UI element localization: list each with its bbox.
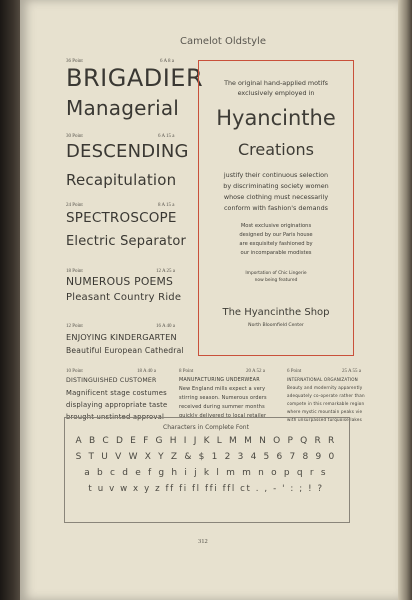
- specimen-line: NUMEROUS POEMS: [66, 275, 174, 288]
- specimen-line: received during summer months: [179, 404, 265, 410]
- specimen-line: DESCENDING: [66, 141, 189, 162]
- ad-subtitle: [198, 140, 354, 160]
- ad-body-line: conform with fashion's demands: [224, 204, 328, 212]
- specimen-size: 18 Point: [66, 269, 83, 274]
- specimen-line: New England mills expect a very: [179, 386, 266, 392]
- ad-body-line: Importation of Chic Lingerie: [245, 271, 307, 276]
- specimen-count: 16 A 40 a: [156, 324, 176, 329]
- specimen-count: 6 A 8 a: [160, 59, 175, 64]
- specimen-line: quickly delivered to local retailer: [179, 413, 267, 419]
- specimen-line: DISTINGUISHED CUSTOMER: [66, 377, 157, 384]
- specimen-count: 6 A 15 a: [158, 134, 175, 139]
- specimen-line: SPECTROSCOPE: [66, 210, 177, 226]
- running-head: Camelot Oldstyle: [180, 36, 266, 47]
- specimen-size: 10 Point: [66, 369, 83, 374]
- ad-body-line: Most exclusive originations: [240, 223, 312, 229]
- ad-shop-name: The Hyancinthe Shop: [222, 307, 330, 318]
- specimen-count: 20 A 52 a: [246, 369, 266, 374]
- specimen-line: ENJOYING KINDERGARTEN: [66, 332, 177, 342]
- ad-title: [198, 104, 354, 132]
- specimen-line: displaying appropriate taste: [66, 401, 168, 409]
- specimen-count: 18 A 40 a: [137, 369, 157, 374]
- character-row: a b c d e f g h i j k l m m n o p q r s: [84, 468, 328, 478]
- character-row: A B C D E F G H I J K L M M N O P Q R R: [75, 436, 337, 446]
- specimen-line: Beauty and modernity apparently: [287, 385, 363, 390]
- specimen-line: MANUFACTURING UNDERWEAR: [179, 377, 260, 383]
- specimen-line: stirring season. Numerous orders: [179, 395, 267, 401]
- character-set-heading: Characters in Complete Font: [163, 424, 249, 431]
- ad-title-line: Creations: [237, 140, 315, 159]
- specimen-line: Electric Separator: [66, 234, 187, 249]
- specimen-count: 8 A 15 a: [158, 203, 175, 208]
- ad-body-line: justify their continuous selection: [223, 171, 329, 179]
- specimen-line: adequately co-operate rather than: [287, 393, 365, 398]
- ad-body-line: designed by our Paris house: [239, 232, 313, 238]
- specimen-size: 30 Point: [66, 134, 83, 139]
- specimen-line: with unsurpassed turquoise lakes: [287, 417, 362, 422]
- page-edge: [398, 0, 412, 600]
- specimen-line: BRIGADIER: [66, 64, 204, 92]
- ad-address: North Bloomfield Center: [248, 323, 304, 328]
- specimen-line: brought unstinted approval: [66, 413, 165, 421]
- ad-body-line: our incomparable modistes: [240, 250, 312, 256]
- character-row: t u v w x y z ff fi fl ffi ffl ct . , - ' : ; ! ?: [88, 484, 324, 494]
- ad-title-line: Hyancinthe: [216, 106, 336, 130]
- specimen-size: 24 Point: [66, 203, 83, 208]
- specimen-line: Beautiful European Cathedral: [66, 346, 184, 355]
- specimen-line: Recapitulation: [66, 171, 177, 189]
- specimen-line: Magnificent stage costumes: [66, 389, 167, 397]
- ad-body-line: are exquisitely fashioned by: [239, 241, 313, 247]
- ad-intro-line: The original hand-applied motifs: [224, 79, 328, 87]
- ad-intro-line: exclusively employed in: [237, 89, 315, 97]
- specimen-line: INTERNATIONAL ORGANIZATION: [287, 377, 358, 382]
- specimen-line: compete in this remarkable region: [287, 401, 365, 406]
- ad-body-line: now being featured: [254, 278, 298, 283]
- specimen-size: 36 Point: [66, 59, 83, 64]
- specimen-size: 6 Point: [287, 369, 302, 374]
- ad-intro: [198, 78, 354, 98]
- page-number: 312: [198, 538, 208, 545]
- specimen-line: Managerial: [66, 96, 180, 120]
- ad-body: [198, 170, 354, 214]
- ad-body-2: [198, 222, 354, 258]
- specimen-count: 12 A 25 a: [156, 269, 176, 274]
- ad-body-line: whose clothing must necessarily: [223, 193, 329, 201]
- specimen-size: 8 Point: [179, 369, 194, 374]
- specimen-line: where mystic mountain peaks vie: [287, 409, 363, 414]
- specimen-count: 25 A 55 a: [342, 369, 362, 374]
- book-binding: [0, 0, 22, 600]
- specimen-size: 12 Point: [66, 324, 83, 329]
- character-row: S T U V W X Y Z & $ 1 2 3 4 5 6 7 8 9 0: [75, 452, 337, 462]
- ad-body-3: [198, 270, 354, 284]
- ad-body-line: by discriminating society women: [223, 182, 329, 190]
- specimen-line: Pleasant Country Ride: [66, 292, 182, 303]
